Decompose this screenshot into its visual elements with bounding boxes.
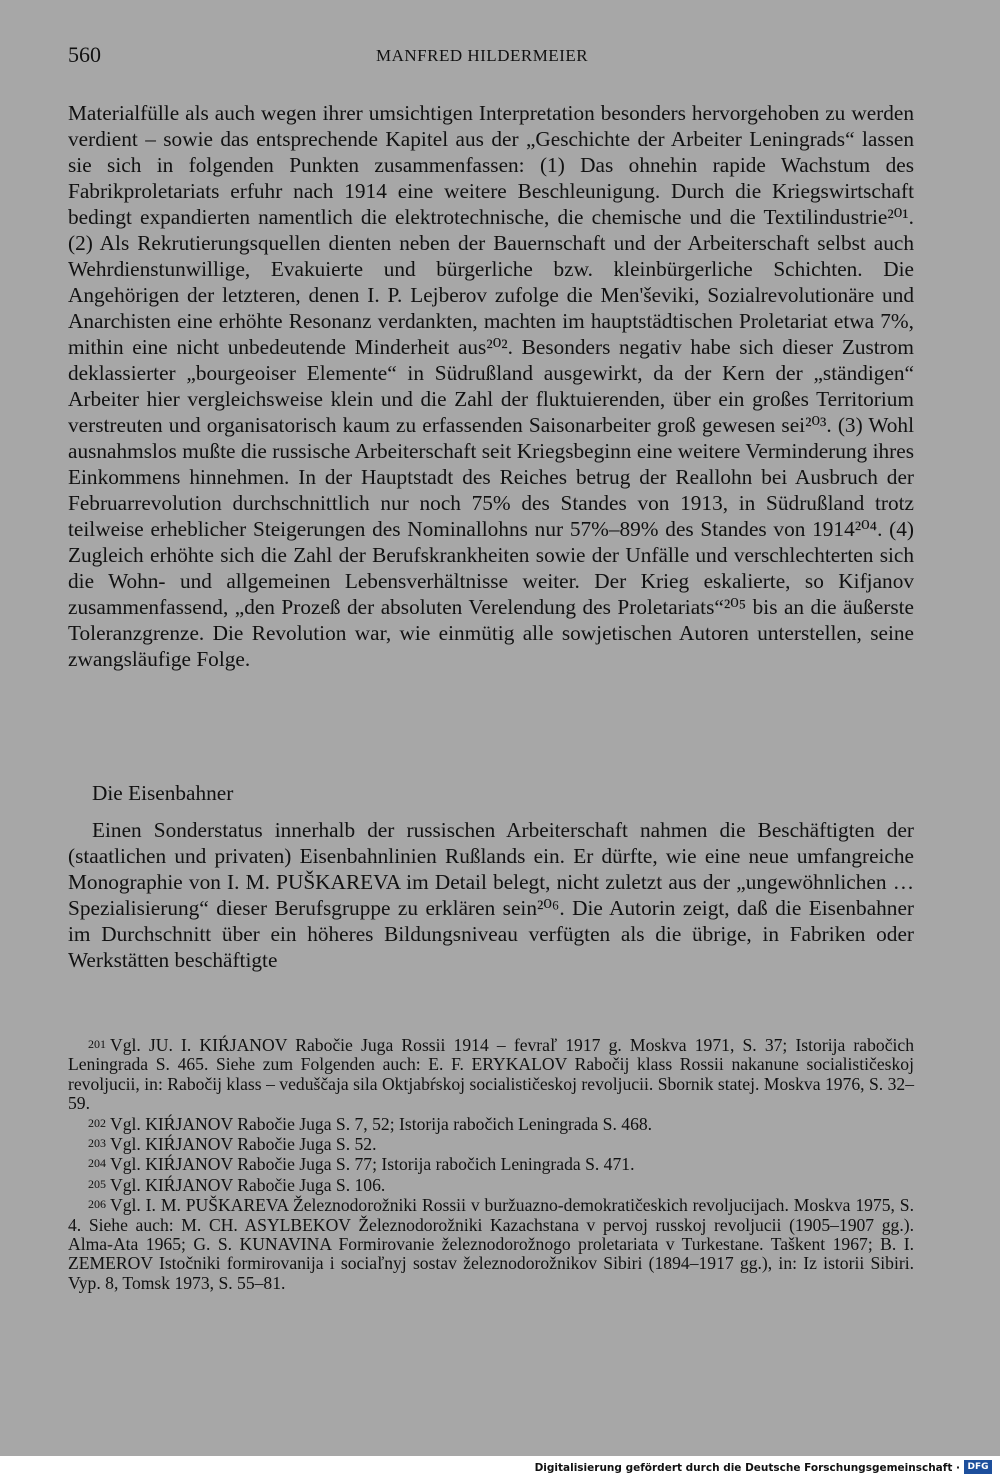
footnote-201 — [68, 1035, 914, 1114]
dfg-logo: DFG — [964, 1460, 992, 1474]
footnote-number: 205 — [88, 1176, 106, 1191]
funding-notice: Digitalisierung gefördert durch die Deutsche Forschungsgemeinschaft · — [534, 1462, 960, 1474]
footnote-number: 203 — [88, 1136, 106, 1151]
section-title: Die Eisenbahner — [92, 781, 234, 805]
footnotes — [68, 1035, 914, 1293]
page-number: 560 — [68, 42, 101, 67]
footnote-number: 206 — [88, 1197, 106, 1212]
running-head: MANFRED HILDERMEIER — [376, 46, 589, 65]
footnote-202 — [68, 1114, 914, 1134]
footnote-number: 201 — [88, 1037, 106, 1051]
footnote-number: 204 — [88, 1156, 106, 1171]
footnote-text: Vgl. KIŔJANOV Rabočie Juga S. 77; Istorija rabočich Leningrada S. 471. — [110, 1154, 635, 1175]
footnote-205 — [68, 1175, 914, 1195]
footnote-text: Vgl. KIŔJANOV Rabočie Juga S. 52. — [110, 1134, 377, 1155]
footnote-text: Vgl. I. M. PUŠKAREVA Železnodorožniki Rossii v buržuazno-demokratičeskich revoljucijach. Moskva 1975, S. 4. Siehe auch: M. CH. ASYLBEKOV Železnodorožniki Kazachstana v pervoj russkoj revoljucii (1905–1907 gg.). Alma-Ata 1965; G. S. KUNAVINA Formirovanie železnodorožnogo proletariata v Turkestane. Taškent 1967; B. I. ZEMEROV Istočniki formirovanija i sociaľnyj sostav železnodorožnikov Sibiri (1894–1917 gg.), in: Iz istorii Sibiri. Vyp. 8, Tomsk 1973, S. 55–81. — [68, 1195, 914, 1293]
paragraph-1: Materialfülle als auch wegen ihrer umsichtigen Interpretation besonders hervorgehoben zu werden verdient – sowie das entsprechende Kapitel aus der „Geschichte der Arbeiter Leningrads“ lassen sie sich in folgenden Punkten zusammenfassen: (1) Das ohnehin rapide Wachstum des Fabrikproletariats erfuhr nach 1914 eine weitere Beschleunigung. Durch die Kriegswirtschaft bedingt expandierten namentlich die elektrotechnische, die chemische und die Textilindustrie²⁰¹. (2) Als Rekrutierungsquellen dienten neben der Bauernschaft und der Arbeiterschaft selbst auch Wehrdienstunwillige, Evakuierte und bürgerliche bzw. kleinbürgerliche Schichten. Die Angehörigen der letzteren, denen I. P. Lejberov zufolge die Men'ševiki, Sozialrevolutionäre und Anarchisten eine erhöhte Resonanz verdankten, machten im hauptstädtischen Proletariat etwa 7%, mithin eine nicht unbedeutende Minderheit aus²⁰². Besonders negativ habe sich dieser Zustrom deklassierter „bourgeoiser Elemente“ in Südrußland ausgewirkt, da der Kern der „ständigen“ Arbeiter hier vergleichsweise klein und die Zahl der fluktuierenden, über ein großes Territorium verstreuten und organisatorisch kaum zu erfassenden Saisonarbeiter groß gewesen sei²⁰³. (3) Wohl ausnahmslos mußte die russische Arbeiterschaft seit Kriegsbeginn eine weitere Verminderung ihres Einkommens hinnehmen. In der Hauptstadt des Reiches betrug der Reallohn bei Ausbruch der Februarrevolution durchschnittlich nur noch 75% des Standes von 1913, in Südrußland trotz teilweise erheblicher Steigerungen des Nominallohns nur 57%–89% des Standes von 1914²⁰⁴. (4) Zugleich erhöhte sich die Zahl der Berufskrankheiten sowie der Unfälle und verschlechterten sich die Wohn- und allgemeinen Lebensverhältnisse weiter. Der Krieg eskalierte, so Kifjanov zusammenfassend, „den Prozeß der absoluten Verelendung des Proletariats“²⁰⁵ bis an die äußerste Toleranzgrenze. Die Revolution war, wie einmütig alle sowjetischen Autoren unterstellen, seine zwangsläufige Folge. — [68, 101, 914, 671]
section-paragraph: Einen Sonderstatus innerhalb der russischen Arbeiterschaft nahmen die Beschäftigten der (staatlichen und privaten) Eisenbahnlinien Rußlands ein. Er dürfte, wie eine neue umfangreiche Monographie von I. M. PUŠKAREVA im Detail belegt, nicht zuletzt aus der „ungewöhnlichen … Spezialisierung“ dieser Berufsgruppe zu erklären sein²⁰⁶. Die Autorin zeigt, daß die Eisenbahner im Durchschnitt über ein höheres Bildungsniveau verfügten als die übrige, in Fabriken oder Werkstätten beschäftigte — [68, 818, 914, 972]
footnote-text: Vgl. JU. I. KIŔJANOV Rabočie Juga Rossii 1914 – fevraľ 1917 g. Moskva 1971, S. 37; Istorija rabočich Leningrada S. 465. Siehe zum Folgenden auch: E. F. ERYKALOV Rabočij klass Rossii nakanune socialističeskoj revoljucii, in: Rabočij klass – veduščaja sila Oktjabŕskoj socialističeskoj revoljucii. Sbornik statej. Moskva 1976, S. 32–59. — [68, 1035, 914, 1114]
footnote-206 — [68, 1195, 914, 1293]
footnote-203 — [68, 1134, 914, 1154]
main-paragraph — [68, 100, 914, 672]
footnote-text: Vgl. KIŔJANOV Rabočie Juga S. 106. — [110, 1174, 386, 1195]
footnote-text: Vgl. KIŔJANOV Rabočie Juga S. 7, 52; Istorija rabočich Leningrada S. 468. — [110, 1113, 653, 1134]
footnote-number: 202 — [88, 1115, 106, 1130]
footnote-204 — [68, 1154, 914, 1174]
